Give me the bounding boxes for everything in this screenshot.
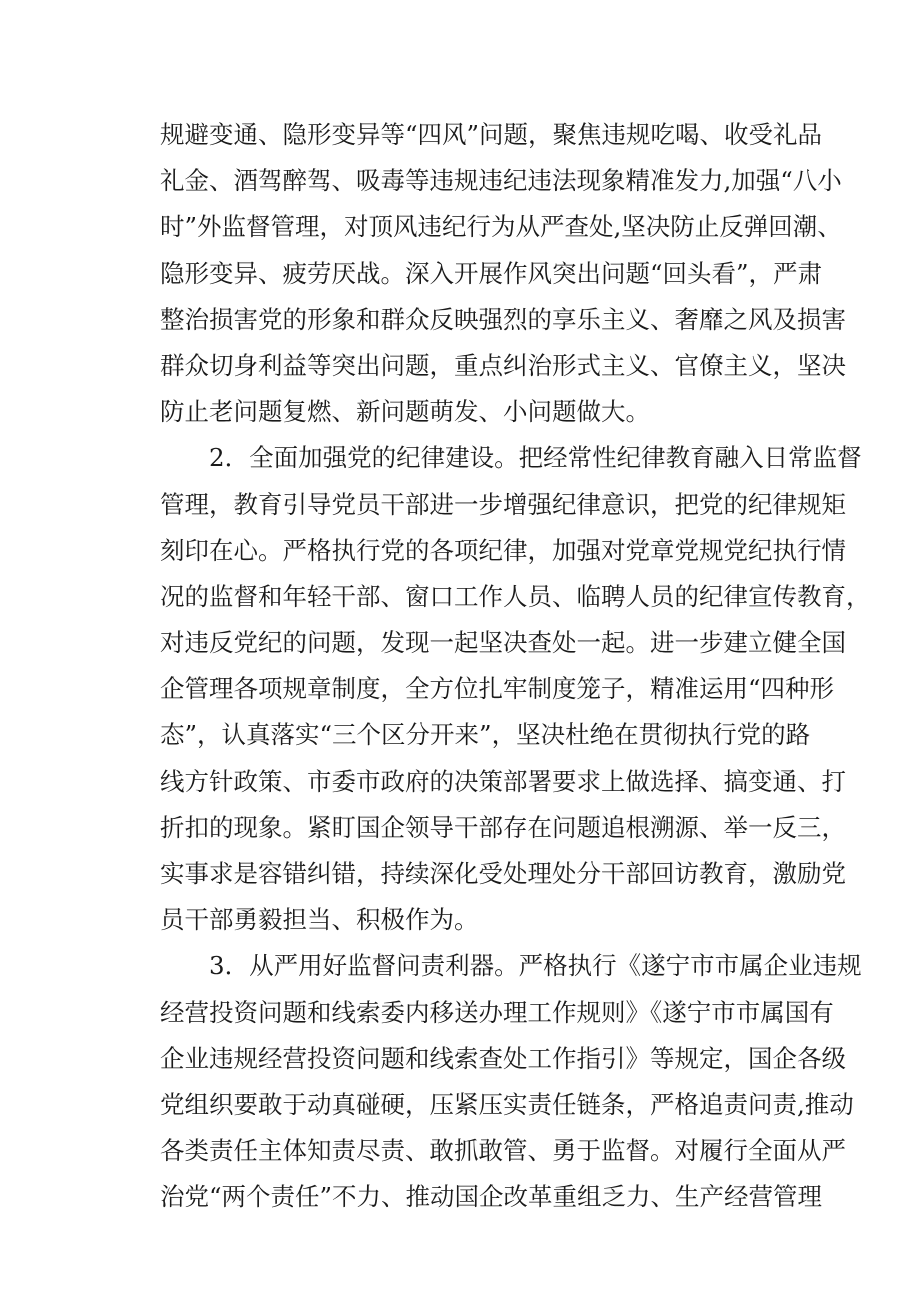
text-line: 况的监督和年轻干部、窗口工作人员、临聘人员的纪律宣传教育， — [160, 581, 871, 611]
text-line: 防止老问题复燃、新问题萌发、小问题做大。 — [160, 397, 650, 427]
body-text — [160, 112, 871, 1221]
text-line: 各类责任主体知责尽责、敢抓敢管、勇于监督。对履行全面从严 — [160, 1136, 846, 1166]
text-line: 党组织要敢于动真碰硬，压紧压实责任链条，严格追责问责,推动 — [160, 1089, 854, 1119]
text-line: 治党“两个责任”不力、推动国企改革重组乏力、生产经营管理 — [160, 1182, 823, 1212]
text-line: 群众切身利益等突出问题，重点纠治形式主义、官僚主义，坚决 — [160, 350, 846, 380]
text-line: 管理，教育引导党员干部进一步增强纪律意识，把党的纪律规矩 — [160, 489, 846, 519]
text-line: 实事求是容错纠错，持续深化受处理处分干部回访教育，激励党 — [160, 859, 846, 888]
text-line: 整治损害党的形象和群众反映强烈的享乐主义、奢靡之风及损害 — [160, 304, 846, 334]
paragraph-3-start: 3．从严用好监督问责利器。严格执行《遂宁市市属企业违规 — [209, 951, 862, 981]
text-line: 企管理各项规章制度，全方位扎牢制度笼子，精准运用“四种形 — [160, 674, 835, 704]
text-line: 规避变通、隐形变异等“四风”问题，聚焦违规吃喝、收受礼品 — [160, 120, 823, 149]
text-line: 企业违规经营投资问题和线索查处工作指引》等规定，国企各级 — [160, 1043, 846, 1073]
paragraph-2-start: 2．全面加强党的纪律建设。把经常性纪律教育融入日常监督 — [209, 443, 862, 473]
text-line: 员干部勇毅担当、积极作为。 — [160, 905, 479, 935]
text-line: 隐形变异、疲劳厌战。深入开展作风突出问题“回头看”，严肃 — [160, 258, 823, 288]
text-line: 时”外监督管理，对顶风违纪行为从严查处,坚决防止反弹回潮、 — [160, 212, 842, 242]
text-line: 经营投资问题和线索委内移送办理工作规则》《遂宁市市属国有 — [160, 997, 834, 1027]
text-line: 礼金、酒驾醉驾、吸毒等违规违纪违法现象精准发力,加强“八小 — [160, 166, 842, 196]
text-line: 态”，认真落实“三个区分开来”，坚决杜绝在贯彻执行党的路 — [160, 720, 811, 750]
text-line: 线方针政策、市委市政府的决策部署要求上做选择、搞变通、打 — [160, 766, 846, 796]
text-line: 刻印在心。严格执行党的各项纪律，加强对党章党规党纪执行情 — [160, 535, 846, 565]
text-line: 对违反党纪的问题，发现一起坚决查处一起。进一步建立健全国 — [160, 628, 846, 658]
text-line: 折扣的现象。紧盯国企领导干部存在问题追根溯源、举一反三， — [160, 812, 846, 842]
